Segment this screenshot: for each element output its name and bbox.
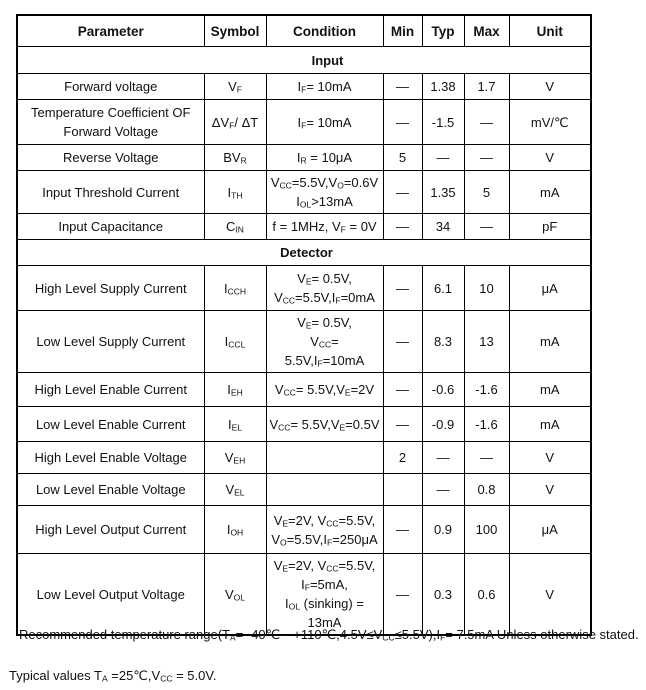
max-cell: — bbox=[464, 214, 509, 240]
condition-cell: $V_E= 0.5V$, $V_{CC}=5.5V,I_F=0mA$ bbox=[266, 266, 383, 311]
typ-cell: -0.9 bbox=[422, 407, 464, 442]
param-cell: High Level Supply Current bbox=[17, 266, 204, 311]
unit-cell: mV/℃ bbox=[509, 100, 591, 145]
condition-cell bbox=[266, 474, 383, 506]
condition-cell: $V_E=2V$, $V_{CC}=5.5V$, $I_F=5mA$, $I_{OL}$ (sinking) = 13mA bbox=[266, 554, 383, 636]
min-cell: — bbox=[383, 311, 422, 373]
typ-cell: 0.3 bbox=[422, 554, 464, 636]
symbol-cell: $\Delta V_F/$ ΔT bbox=[204, 100, 266, 145]
section-label: Detector bbox=[17, 240, 591, 266]
param-cell: Reverse Voltage bbox=[17, 145, 204, 171]
unit-cell: V bbox=[509, 554, 591, 636]
condition-cell: $V_E= 0.5V$, $V_{CC}= 5.5V,I_F=10mA$ bbox=[266, 311, 383, 373]
typ-cell: 1.35 bbox=[422, 171, 464, 214]
unit-cell: V bbox=[509, 474, 591, 506]
symbol-cell: $I_{OH}$ bbox=[204, 506, 266, 554]
max-cell: 100 bbox=[464, 506, 509, 554]
symbol-cell: $C_{IN}$ bbox=[204, 214, 266, 240]
param-cell: Low Level Enable Voltage bbox=[17, 474, 204, 506]
table-row bbox=[17, 100, 591, 145]
symbol-cell: $I_{CCL}$ bbox=[204, 311, 266, 373]
typ-cell: 0.9 bbox=[422, 506, 464, 554]
symbol-cell: $V_{EL}$ bbox=[204, 474, 266, 506]
typ-cell: 6.1 bbox=[422, 266, 464, 311]
max-cell: 5 bbox=[464, 171, 509, 214]
table-row bbox=[17, 373, 591, 407]
max-cell: 10 bbox=[464, 266, 509, 311]
param-cell: Temperature Coefficient OF Forward Voltage bbox=[17, 100, 204, 145]
param-cell: Low Level Enable Current bbox=[17, 407, 204, 442]
condition-cell: $V_E=2V$, $V_{CC}=5.5V$, $V_O=5.5V,I_F=250\mu A$ bbox=[266, 506, 383, 554]
condition-cell: f = 1MHz, $V_F = 0V$ bbox=[266, 214, 383, 240]
max-cell: 1.7 bbox=[464, 74, 509, 100]
table-row bbox=[17, 311, 591, 373]
param-cell: High Level Enable Voltage bbox=[17, 442, 204, 474]
condition-cell bbox=[266, 442, 383, 474]
min-cell: — bbox=[383, 74, 422, 100]
condition-cell: $V_{CC}= 5.5V,V_E=2V$ bbox=[266, 373, 383, 407]
table-row bbox=[17, 214, 591, 240]
condition-cell: $I_R = 10\mu A$ bbox=[266, 145, 383, 171]
min-cell: — bbox=[383, 266, 422, 311]
max-cell: — bbox=[464, 100, 509, 145]
max-cell: 0.6 bbox=[464, 554, 509, 636]
electrical-characteristics-table bbox=[16, 14, 592, 636]
min-cell: 5 bbox=[383, 145, 422, 171]
table-row bbox=[17, 474, 591, 506]
typ-cell: 8.3 bbox=[422, 311, 464, 373]
typ-cell: 1.38 bbox=[422, 74, 464, 100]
symbol-cell: $V_{OL}$ bbox=[204, 554, 266, 636]
section-row bbox=[17, 240, 591, 266]
header-row bbox=[17, 15, 591, 47]
typ-cell: — bbox=[422, 442, 464, 474]
header-min: Min bbox=[383, 15, 422, 47]
unit-cell: mA bbox=[509, 171, 591, 214]
header-max: Max bbox=[464, 15, 509, 47]
typ-cell: — bbox=[422, 145, 464, 171]
typ-cell: -0.6 bbox=[422, 373, 464, 407]
unit-cell: V bbox=[509, 74, 591, 100]
footnote-typical-values: Typical values $T_A$ $=25℃,V_{CC} = 5.0V$. bbox=[9, 668, 217, 684]
header-unit: Unit bbox=[509, 15, 591, 47]
header-parameter: Parameter bbox=[17, 15, 204, 47]
param-cell: Input Threshold Current bbox=[17, 171, 204, 214]
table-row bbox=[17, 171, 591, 214]
unit-cell: μA bbox=[509, 266, 591, 311]
min-cell: — bbox=[383, 214, 422, 240]
symbol-cell: $I_{TH}$ bbox=[204, 171, 266, 214]
min-cell: 2 bbox=[383, 442, 422, 474]
min-cell: — bbox=[383, 407, 422, 442]
min-cell: — bbox=[383, 554, 422, 636]
table-row bbox=[17, 74, 591, 100]
section-row bbox=[17, 47, 591, 74]
table-row bbox=[17, 442, 591, 474]
min-cell: — bbox=[383, 100, 422, 145]
footnote-recommended-range: Recommended temperature $range(T_A=$ $-40℃—+110℃,4.5V\le V_{CC}\le 5.5V),I_F= 7.5mA$ Unless otherwise stated. bbox=[19, 627, 639, 643]
unit-cell: V bbox=[509, 145, 591, 171]
header-typ: Typ bbox=[422, 15, 464, 47]
symbol-cell: $V_{EH}$ bbox=[204, 442, 266, 474]
unit-cell: pF bbox=[509, 214, 591, 240]
max-cell: -1.6 bbox=[464, 373, 509, 407]
param-cell: Low Level Supply Current bbox=[17, 311, 204, 373]
table-row bbox=[17, 145, 591, 171]
header-condition: Condition bbox=[266, 15, 383, 47]
symbol-cell: $I_{EH}$ bbox=[204, 373, 266, 407]
table-body bbox=[17, 47, 591, 636]
min-cell: — bbox=[383, 171, 422, 214]
typ-cell: — bbox=[422, 474, 464, 506]
section-label: Input bbox=[17, 47, 591, 74]
table-row bbox=[17, 266, 591, 311]
table-row bbox=[17, 554, 591, 636]
symbol-cell: $BV_R$ bbox=[204, 145, 266, 171]
symbol-cell: $I_{CCH}$ bbox=[204, 266, 266, 311]
table-row bbox=[17, 506, 591, 554]
min-cell bbox=[383, 474, 422, 506]
typ-cell: 34 bbox=[422, 214, 464, 240]
unit-cell: V bbox=[509, 442, 591, 474]
param-cell: Forward voltage bbox=[17, 74, 204, 100]
unit-cell: mA bbox=[509, 407, 591, 442]
min-cell: — bbox=[383, 506, 422, 554]
max-cell: — bbox=[464, 442, 509, 474]
unit-cell: mA bbox=[509, 373, 591, 407]
max-cell: — bbox=[464, 145, 509, 171]
unit-cell: μA bbox=[509, 506, 591, 554]
param-cell: High Level Enable Current bbox=[17, 373, 204, 407]
condition-cell: $I_F= 10mA$ bbox=[266, 100, 383, 145]
max-cell: -1.6 bbox=[464, 407, 509, 442]
symbol-cell: $I_{EL}$ bbox=[204, 407, 266, 442]
param-cell: High Level Output Current bbox=[17, 506, 204, 554]
symbol-cell: $V_F$ bbox=[204, 74, 266, 100]
condition-cell: $V_{CC}=5.5V,V_O=0.6V$ $I_{OL}>13mA$ bbox=[266, 171, 383, 214]
table-row bbox=[17, 407, 591, 442]
condition-cell: $V_{CC}= 5.5V,V_E=0.5V$ bbox=[266, 407, 383, 442]
typ-cell: -1.5 bbox=[422, 100, 464, 145]
unit-cell: mA bbox=[509, 311, 591, 373]
header-symbol: Symbol bbox=[204, 15, 266, 47]
max-cell: 0.8 bbox=[464, 474, 509, 506]
min-cell: — bbox=[383, 373, 422, 407]
condition-cell: $I_F= 10mA$ bbox=[266, 74, 383, 100]
param-cell: Low Level Output Voltage bbox=[17, 554, 204, 636]
param-cell: Input Capacitance bbox=[17, 214, 204, 240]
max-cell: 13 bbox=[464, 311, 509, 373]
